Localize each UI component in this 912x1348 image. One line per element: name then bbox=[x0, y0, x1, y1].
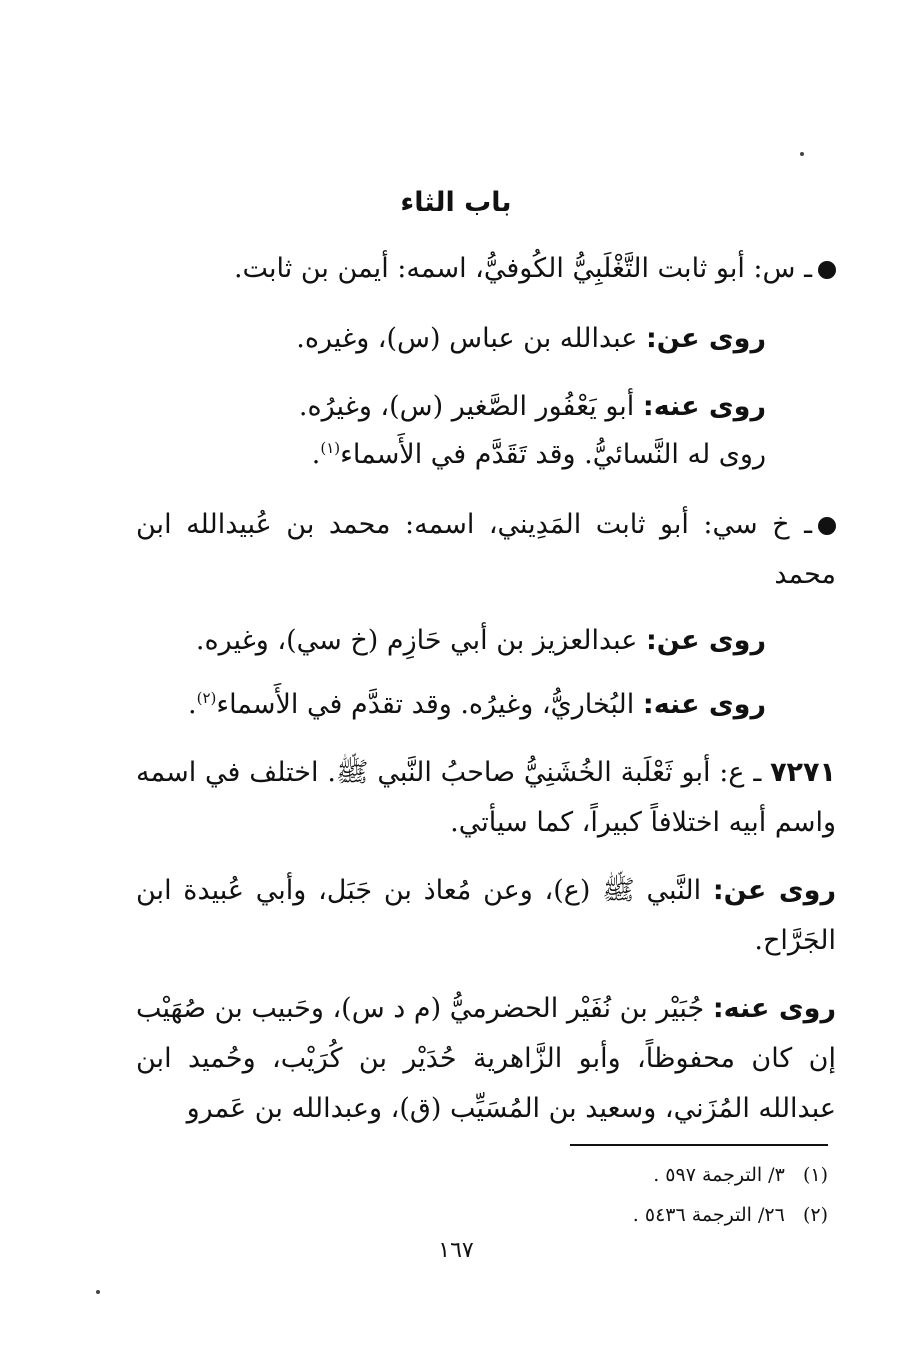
entry-2-rawa-an bbox=[134, 616, 766, 666]
footnote-ref-2: (٢) bbox=[196, 689, 217, 707]
rawa-anhu-text: جُبَيْر بن نُفَيْر الحضرميُّ (م د س)، وحَبيب بن صُهَيْب إن كان محفوظاً، وأبو الزَّاهرية حُدَيْر بن كُرَيْب، وحُميد ابن عبدالله المُزَني، وسعيد بن المُسَيِّب (ق)، وعبدالله بن عَمرو bbox=[136, 993, 836, 1124]
rawa-anhu-label: روى عنه: bbox=[642, 689, 766, 720]
rawa-an-label: روى عن: bbox=[645, 323, 766, 354]
rawa-an-text: عبدالله بن عباس (س)، وغيره. bbox=[296, 323, 638, 354]
entry-3-rawa-an bbox=[136, 866, 836, 966]
footnote-text: ٣/ الترجمة ٥٩٧ . bbox=[653, 1164, 785, 1186]
entry-number: ٧٢٧١ bbox=[770, 757, 836, 788]
bullet-icon bbox=[818, 517, 836, 535]
rawa-an-text: عبدالعزيز بن أبي حَازِم (خ سي)، وغيره. bbox=[195, 625, 638, 656]
page-number: ١٦٧ bbox=[438, 1238, 474, 1263]
entry-3-lead bbox=[136, 748, 836, 848]
entry-1-lead-text: ـ س: أبو ثابت التَّغْلَبِيُّ الكُوفيُّ، اسمه: أيمن بن ثابت. bbox=[233, 253, 812, 284]
rawa-anhu-text: أبو يَعْفُور الصَّغير (س)، وغيرُه. bbox=[298, 391, 635, 422]
footnote-text: ٢٦/ الترجمة ٥٤٣٦ . bbox=[632, 1204, 785, 1226]
entry-2-rawa-anhu bbox=[134, 680, 766, 730]
footnote-1 bbox=[228, 1160, 828, 1190]
chapter-title: باب الثاء bbox=[400, 187, 512, 218]
rawa-anhu-text: البُخاريُّ، وغيرُه. وقد تقدَّم في الأَسماء bbox=[216, 689, 635, 720]
footnote-2 bbox=[228, 1200, 828, 1230]
paper-speck bbox=[96, 1290, 100, 1294]
rawa-anhu-label: روى عنه: bbox=[642, 391, 766, 422]
rawa-an-text: النَّبي ﷺ (ع)، وعن مُعاذ بن جَبَل، وأبي عُبيدة ابن الجَرَّاح. bbox=[136, 875, 836, 956]
entry-3-lead-text: ـ ع: أبو ثَعْلَبة الخُشَنِيُّ صاحبُ النَّبي ﷺ. اختلف في اسمه واسم أبيه اختلافاً كبيراً، كما سيأتي. bbox=[136, 757, 836, 838]
entry-2-lead-text: ـ خ سي: أبو ثابت المَدِيني، اسمه: محمد بن عُبيدالله ابن محمد bbox=[136, 509, 836, 590]
entry-1-rawa-an bbox=[134, 314, 766, 364]
footnote-mark: (١) bbox=[802, 1164, 828, 1186]
rawa-an-label: روى عن: bbox=[645, 625, 766, 656]
note-end: . bbox=[188, 689, 197, 720]
footnote-mark: (٢) bbox=[802, 1204, 828, 1226]
rawa-anhu-label: روى عنه: bbox=[712, 993, 836, 1024]
entry-1-note bbox=[134, 430, 766, 480]
footnote-divider bbox=[570, 1144, 828, 1146]
entry-1-rawa-anhu bbox=[134, 382, 766, 432]
note-end: . bbox=[311, 439, 321, 470]
entry-1-lead bbox=[136, 244, 836, 294]
rawa-an-label: روى عن: bbox=[712, 875, 836, 906]
bullet-icon bbox=[818, 261, 836, 279]
paper-speck bbox=[800, 152, 804, 156]
note-text: روى له النَّسائيُّ. وقد تَقَدَّم في الأَسماء bbox=[340, 439, 766, 470]
entry-2-lead bbox=[136, 500, 836, 600]
footnote-ref-1: (١) bbox=[320, 439, 341, 457]
entry-3-rawa-anhu bbox=[136, 984, 836, 1134]
